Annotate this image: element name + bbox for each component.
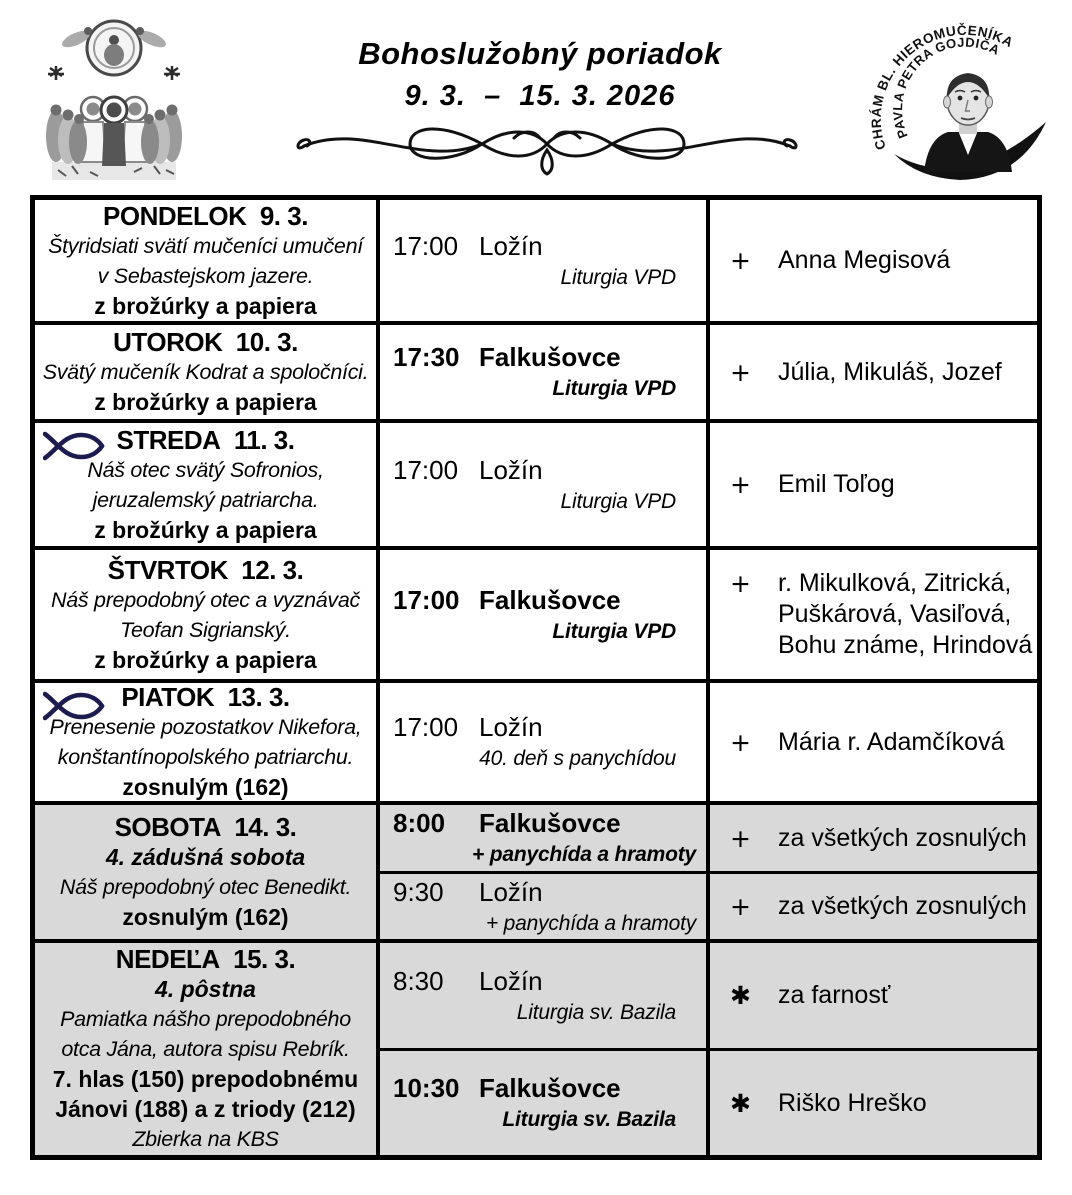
intention-inner <box>710 469 1037 500</box>
intention-symbol: + <box>730 892 751 921</box>
service-line <box>380 876 706 909</box>
day-cell <box>35 683 376 801</box>
intention-text: za všetkých zosnulých <box>778 892 1027 920</box>
service-place: Ložín <box>479 712 543 742</box>
day-line: Jánovi (188) a z triody (212) <box>55 1096 356 1122</box>
intention-inner <box>710 245 1037 276</box>
intention-cell <box>710 1051 1037 1155</box>
day-line: otca Jána, autora spisu Rebrík. <box>61 1037 350 1061</box>
day-line: UTOROK 10. 3. <box>113 327 298 357</box>
day-cell <box>35 325 376 419</box>
service-time: 17:00 <box>393 584 460 615</box>
day-cell <box>35 805 376 939</box>
day-line: 4. pôstna <box>155 976 256 1002</box>
intention-symbol: + <box>730 823 751 853</box>
intention-inner <box>710 1088 1037 1119</box>
day-line: STREDA 11. 3. <box>116 424 295 455</box>
service-time: 17:30 <box>393 342 460 372</box>
day-line: Teofan Sigrianský. <box>120 617 291 642</box>
service-time: 17:00 <box>393 230 459 261</box>
day-line: NEDEĽA 15. 3. <box>115 944 296 974</box>
intention-symbol: + <box>730 470 751 499</box>
service-cell <box>380 200 706 321</box>
day-line: z brožúrky a papiera <box>94 646 317 673</box>
service-place: Ložín <box>479 454 543 485</box>
day-line: zosnulým (162) <box>122 774 289 800</box>
day-line: Náš prepodobný otec Benedikt. <box>59 875 352 899</box>
service-time: 17:00 <box>393 712 459 742</box>
schedule-table <box>30 195 1042 1160</box>
intention-text: za všetkých zosnulých <box>778 823 1027 852</box>
service-line <box>380 807 706 840</box>
date-range: 9. 3. – 15. 3. 2026 <box>404 80 676 112</box>
intention-inner <box>710 823 1037 854</box>
day-cell <box>35 200 376 321</box>
table-row <box>35 683 1037 801</box>
intention-text: Mária r. Adamčíková <box>778 727 1005 756</box>
liturgy-label: Liturgia sv. Bazila <box>502 1108 676 1131</box>
day-line: v Sebastejskom jazere. <box>97 263 314 288</box>
table-row <box>35 550 1037 679</box>
liturgy-label: Liturgia VPD <box>552 377 676 400</box>
day-line: PONDELOK 9. 3. <box>103 200 308 231</box>
emblem-arc-bottom-text: PAVLA PETRA GOJDIČA <box>890 34 1003 141</box>
intention-text: r. Mikulková, Zitrická, Puškárová, Vasiľová, Bohu známe, Hrindová <box>778 569 1033 659</box>
service-time: 17:00 <box>393 454 459 485</box>
day-cell <box>35 943 376 1155</box>
day-line: 7. hlas (150) prepodobnému <box>52 1066 359 1092</box>
day-line: Náš otec svätý Sofronios, <box>87 457 324 482</box>
emblem-arc-top-text: CHRÁM BL. HIEROMUČENÍKA <box>868 22 1016 152</box>
intention-symbol: ✱ <box>730 1088 751 1118</box>
page-title: Bohoslužobný poriadok <box>358 36 722 71</box>
service-cell <box>380 423 706 546</box>
day-line: 4. zádušná sobota <box>105 844 306 870</box>
service-time: 8:00 <box>393 808 446 838</box>
service-line <box>380 454 706 487</box>
liturgy-label: Liturgia sv. Bazila <box>516 1000 676 1024</box>
intention-column <box>710 943 1037 1155</box>
table-row <box>35 325 1037 419</box>
service-cell <box>380 550 706 679</box>
day-line: Prenesenie pozostatkov Nikefora, <box>49 715 362 739</box>
liturgy-label: + panychída a hramoty <box>485 911 696 935</box>
day-line: ŠTVRTOK 12. 3. <box>107 554 304 585</box>
liturgy-label: Liturgia VPD <box>560 489 676 513</box>
service-cell <box>380 943 706 1048</box>
intention-inner <box>710 980 1037 1011</box>
intention-inner <box>710 727 1037 758</box>
day-line: Štyridsiati svätí mučeníci umučení <box>48 233 363 258</box>
intention-text: za farnosť <box>778 981 891 1009</box>
service-place: Ložín <box>479 230 543 261</box>
day-line: PIATOK 13. 3. <box>121 683 290 712</box>
intention-symbol: + <box>730 569 751 598</box>
day-cell <box>35 550 376 679</box>
day-line: z brožúrky a papiera <box>94 292 317 319</box>
fish-icon <box>43 429 105 463</box>
table-row <box>35 200 1037 321</box>
intention-symbol: ✱ <box>730 981 751 1010</box>
intention-cell <box>710 943 1037 1048</box>
table-row <box>35 805 1037 939</box>
service-time: 10:30 <box>393 1073 460 1103</box>
service-cell <box>380 683 706 801</box>
service-cell <box>380 874 706 939</box>
liturgy-label: Liturgia VPD <box>552 619 676 643</box>
service-line <box>380 230 706 263</box>
intention-text: Emil Toľog <box>778 470 895 498</box>
service-line <box>380 1072 706 1105</box>
intention-symbol: + <box>730 727 751 757</box>
service-time: 9:30 <box>393 876 444 907</box>
service-line <box>380 584 706 617</box>
day-line: zosnulým (162) <box>122 904 289 930</box>
table-row <box>35 943 1037 1155</box>
intention-inner <box>710 891 1037 922</box>
service-cell <box>380 805 706 871</box>
ascension-icon <box>38 14 190 184</box>
service-cell <box>380 1051 706 1155</box>
liturgy-label: + panychída a hramoty <box>472 843 696 866</box>
intention-symbol: + <box>730 246 751 275</box>
intention-column <box>710 805 1037 939</box>
intention-text: Riško Hreško <box>778 1088 927 1117</box>
day-line: z brožúrky a papiera <box>94 516 317 543</box>
liturgy-label: 40. deň s panychídou <box>479 747 676 770</box>
service-place: Falkušovce <box>479 808 621 838</box>
day-line: SOBOTA 14. 3. <box>114 812 297 842</box>
gojdic-emblem <box>860 6 1064 188</box>
header-titles <box>250 36 830 113</box>
service-line <box>380 711 706 744</box>
service-line <box>380 965 706 998</box>
intention-cell <box>710 550 1037 679</box>
service-cell <box>380 325 706 419</box>
service-time: 8:30 <box>393 965 444 996</box>
intention-symbol: + <box>730 357 751 387</box>
intention-text: Júlia, Mikuláš, Jozef <box>778 357 1002 386</box>
service-place: Falkušovce <box>479 1073 621 1103</box>
day-cell <box>35 423 376 546</box>
intention-inner <box>710 568 1037 661</box>
day-line: konštantínopolského patriarchu. <box>57 745 354 769</box>
day-line: Svätý mučeník Kodrat a spoločníci. <box>42 360 369 384</box>
service-column <box>380 943 706 1155</box>
intention-cell <box>710 805 1037 871</box>
flourish-divider-icon <box>292 116 802 176</box>
service-place: Falkušovce <box>479 584 621 615</box>
intention-text: Anna Megisová <box>778 246 951 274</box>
liturgy-label: Liturgia VPD <box>560 265 676 289</box>
table-row <box>35 423 1037 546</box>
day-line: Náš prepodobný otec a vyznávač <box>51 587 360 612</box>
service-place: Ložín <box>479 965 543 996</box>
service-line <box>380 341 706 374</box>
service-place: Falkušovce <box>479 342 621 372</box>
intention-cell <box>710 200 1037 321</box>
intention-cell <box>710 683 1037 801</box>
service-place: Ložín <box>479 876 543 907</box>
fish-icon <box>43 689 105 723</box>
service-column <box>380 805 706 939</box>
intention-cell <box>710 874 1037 939</box>
intention-inner <box>710 357 1037 388</box>
day-line: z brožúrky a papiera <box>94 389 317 415</box>
day-line: Pamiatka nášho prepodobného <box>60 1007 351 1031</box>
day-line: jeruzalemský patriarcha. <box>92 487 319 512</box>
intention-cell <box>710 423 1037 546</box>
intention-cell <box>710 325 1037 419</box>
day-line: Zbierka na KBS <box>132 1127 279 1151</box>
